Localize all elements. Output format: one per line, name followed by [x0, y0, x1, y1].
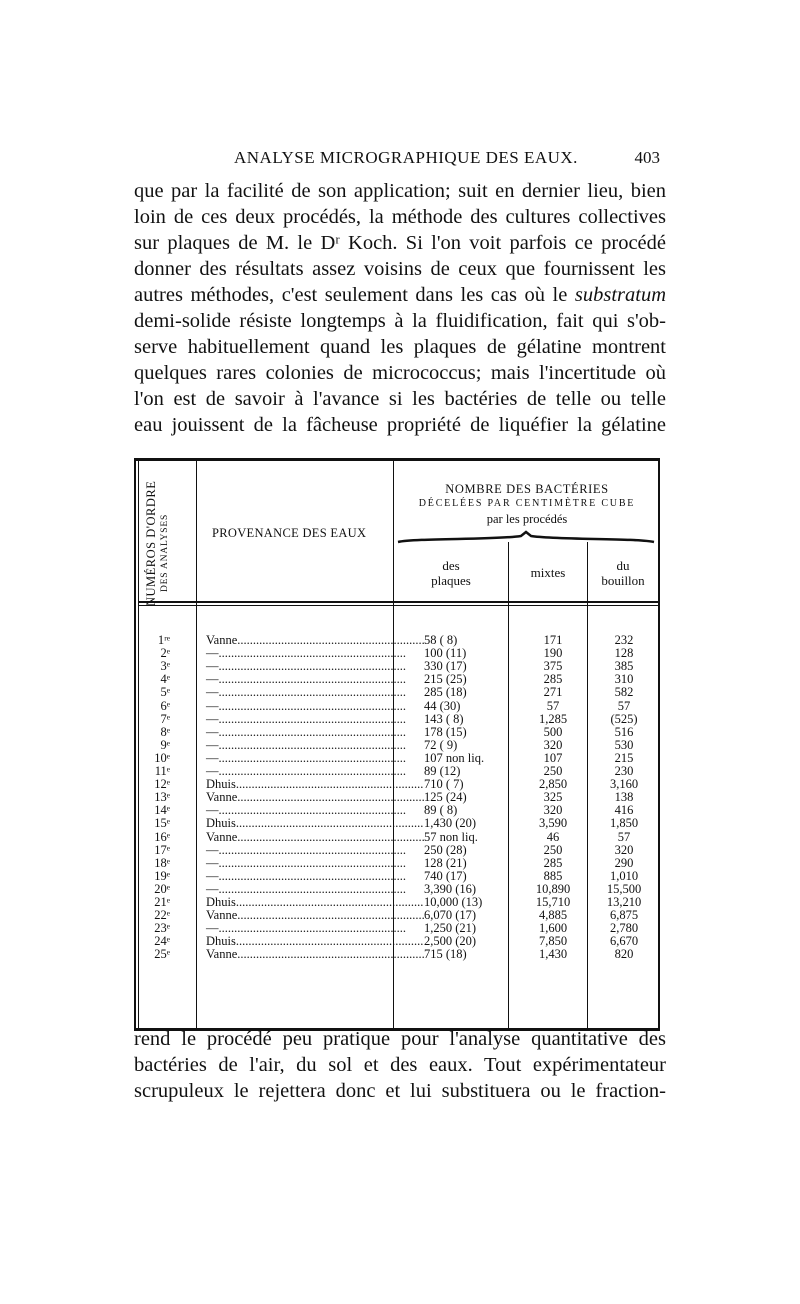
cell-number: 5ᵉ	[160, 685, 170, 700]
cell-mixtes: 3,590	[538, 816, 568, 831]
table-row	[134, 791, 660, 803]
text-line: l'on est de savoir à l'avance si les bactéries de telle ou telle	[134, 388, 666, 410]
cell-number: 24ᵉ	[154, 934, 170, 949]
cell-provenance	[206, 790, 425, 805]
col-num-header	[142, 468, 182, 608]
table-row	[134, 739, 660, 751]
cell-bouillon: 128	[614, 646, 634, 661]
text-line: rend le procédé peu pratique pour l'analyse quantitative des	[134, 1028, 666, 1050]
group-header-line2: DÉCELÉES PAR CENTIMÈTRE CUBE	[418, 498, 636, 509]
cell-number: 12ᵉ	[154, 777, 170, 792]
cell-number: 10ᵉ	[154, 750, 170, 765]
cell-plaques: 250 (28)	[424, 842, 467, 857]
provenance-value: —	[206, 672, 219, 687]
cell-number: 25ᵉ	[154, 947, 170, 962]
cell-provenance	[206, 881, 406, 896]
cell-plaques: 10,000 (13)	[424, 895, 483, 909]
leader-dots: ............................................................	[218, 659, 406, 674]
cell-number: 20ᵉ	[154, 881, 170, 896]
cell-number: 4ᵉ	[160, 672, 170, 687]
cell-mixtes: 325	[543, 790, 563, 805]
cell-bouillon: 2,780	[609, 921, 639, 936]
cell-bouillon: 385	[614, 659, 634, 674]
leader-dots: ............................................................	[218, 842, 406, 857]
cell-mixtes: 190	[543, 646, 563, 661]
cell-bouillon: 320	[614, 842, 634, 857]
cell-plaques: 330 (17)	[424, 659, 467, 674]
table-row	[134, 857, 660, 869]
cell-provenance	[206, 764, 406, 778]
table-top-rule	[134, 458, 660, 461]
cell-bouillon: 6,670	[609, 934, 639, 949]
cell-plaques: 3,390 (16)	[424, 881, 477, 896]
col-plaques-header	[394, 558, 508, 588]
cell-plaques: 58 ( 8)	[424, 633, 458, 647]
provenance-value: —	[206, 868, 219, 883]
cell-plaques: 89 (12)	[424, 764, 461, 778]
provenance-value: —	[206, 881, 219, 896]
cell-number: 13ᵉ	[154, 790, 170, 805]
cell-mixtes: 500	[543, 724, 563, 739]
table-row	[134, 844, 660, 856]
provenance-value: Vanne	[206, 790, 238, 805]
col-num-header-line2: DES ANALYSES	[160, 513, 170, 592]
header-rule-2	[139, 605, 658, 606]
cell-number: 1ʳᵉ	[157, 633, 170, 647]
cell-plaques: 72 ( 9)	[424, 737, 458, 752]
cell-plaques: 715 (18)	[424, 947, 467, 962]
provenance-value: —	[206, 842, 219, 857]
cell-number: 9ᵉ	[160, 737, 170, 752]
leader-dots: ............................................................	[218, 750, 406, 765]
table-row	[134, 804, 660, 816]
table-row	[134, 948, 660, 960]
col-plaques-header-line1: des	[442, 558, 460, 573]
cell-bouillon: 57	[617, 829, 631, 844]
provenance-value: Dhuis	[206, 777, 236, 792]
cell-mixtes: 885	[543, 868, 563, 883]
italic-word: substratum	[574, 284, 667, 306]
cell-number: 2ᵉ	[160, 646, 170, 661]
leader-dots: ............................................................	[218, 764, 406, 778]
group-header-line3: par les procédés	[486, 512, 568, 526]
provenance-value: Vanne	[206, 829, 238, 844]
leader-dots: ............................................................	[235, 777, 424, 792]
cell-mixtes: 320	[543, 737, 563, 752]
cell-bouillon: 582	[614, 685, 634, 700]
provenance-value: Vanne	[206, 947, 238, 962]
text-line: bactéries de l'air, du sol et des eaux. Tout expérimentateur	[134, 1054, 666, 1076]
cell-number: 8ᵉ	[160, 724, 170, 739]
leader-dots: ............................................................	[235, 934, 424, 949]
cell-provenance	[206, 711, 406, 726]
cell-provenance	[206, 829, 425, 844]
cell-bouillon: (525)	[610, 711, 638, 726]
cell-number: 19ᵉ	[154, 868, 170, 883]
leader-dots: ............................................................	[237, 829, 425, 844]
table-row	[134, 896, 660, 908]
cell-bouillon: 416	[614, 803, 634, 818]
cell-number: 18ᵉ	[154, 855, 170, 870]
cell-mixtes: 1,430	[538, 947, 568, 962]
leader-dots: ............................................................	[218, 724, 406, 739]
table-row	[134, 935, 660, 947]
cell-provenance	[206, 659, 406, 674]
text-segment: autres méthodes, c'est seulement dans les cas où le	[134, 284, 568, 306]
text-line: loin de ces deux procédés, la méthode des cultures collectives	[134, 206, 666, 228]
text-line: quelques rares colonies de micrococcus; mais l'incertitude où	[134, 362, 666, 384]
leader-dots: ............................................................	[237, 633, 425, 647]
cell-plaques: 285 (18)	[424, 685, 467, 700]
cell-plaques: 6,070 (17)	[424, 908, 477, 923]
cell-number: 23ᵉ	[154, 921, 170, 936]
cell-mixtes: 271	[543, 685, 563, 700]
leader-dots: ............................................................	[218, 921, 406, 936]
leader-dots: ............................................................	[218, 803, 406, 818]
cell-mixtes: 320	[543, 803, 563, 818]
provenance-value: Vanne	[206, 908, 238, 923]
table-row	[134, 752, 660, 764]
table-row	[134, 673, 660, 685]
cell-provenance	[206, 672, 406, 687]
cell-plaques: 89 ( 8)	[424, 803, 458, 818]
leader-dots: ............................................................	[237, 790, 425, 805]
leader-dots: ............................................................	[218, 711, 406, 726]
provenance-value: —	[206, 750, 219, 765]
cell-mixtes: 250	[543, 764, 563, 778]
paragraph-bottom	[134, 1026, 666, 1104]
provenance-value: —	[206, 711, 219, 726]
cell-bouillon: 57	[617, 698, 631, 713]
cell-provenance	[206, 921, 406, 936]
text-line	[134, 282, 666, 308]
leader-dots: ............................................................	[218, 672, 406, 687]
cell-mixtes: 171	[543, 633, 563, 647]
leader-dots: ............................................................	[237, 908, 425, 923]
table-row	[134, 726, 660, 738]
cell-bouillon: 232	[614, 633, 634, 647]
table-row	[134, 778, 660, 790]
cell-bouillon: 13,210	[606, 895, 642, 909]
cell-provenance	[206, 934, 424, 949]
col-plaques-header-line2: plaques	[431, 573, 471, 588]
cell-bouillon: 138	[614, 790, 634, 805]
cell-provenance	[206, 685, 406, 700]
cell-mixtes: 7,850	[538, 934, 568, 949]
cell-mixtes: 107	[543, 750, 563, 765]
cell-bouillon: 15,500	[606, 881, 642, 896]
cell-plaques: 128 (21)	[424, 855, 467, 870]
cell-bouillon: 820	[614, 947, 634, 962]
cell-plaques: 710 ( 7)	[424, 777, 464, 792]
cell-provenance	[206, 947, 425, 962]
provenance-value: —	[206, 724, 219, 739]
cell-mixtes: 285	[543, 672, 563, 687]
table-row	[134, 883, 660, 895]
col-bouillon-header-line2: bouillon	[601, 573, 645, 588]
cell-mixtes: 250	[543, 842, 563, 857]
brace-icon	[396, 532, 656, 544]
provenance-value: —	[206, 685, 219, 700]
provenance-value: —	[206, 764, 219, 778]
col-bouillon-header	[588, 558, 658, 588]
cell-bouillon: 310	[614, 672, 634, 687]
cell-provenance	[206, 908, 425, 923]
provenance-value: —	[206, 921, 219, 936]
cell-bouillon: 6,875	[609, 908, 639, 923]
leader-dots: ............................................................	[218, 855, 406, 870]
cell-mixtes: 10,890	[535, 881, 571, 896]
cell-plaques: 57 non liq.	[424, 829, 478, 844]
table-row	[134, 831, 660, 843]
cell-bouillon: 1,010	[609, 868, 639, 883]
cell-provenance	[206, 842, 406, 857]
leader-dots: ............................................................	[235, 816, 424, 831]
cell-provenance	[206, 895, 424, 909]
leader-dots: ............................................................	[237, 947, 425, 962]
cell-plaques: 2,500 (20)	[424, 934, 477, 949]
bacteria-table	[134, 458, 660, 1032]
cell-number: 7ᵉ	[160, 711, 170, 726]
cell-number: 14ᵉ	[154, 803, 170, 818]
cell-provenance	[206, 750, 406, 765]
cell-bouillon: 516	[614, 724, 634, 739]
cell-plaques: 125 (24)	[424, 790, 467, 805]
text-line: donner des résultats assez voisins de ceux que fournissent les	[134, 258, 666, 280]
leader-dots: ............................................................	[218, 868, 406, 883]
running-header	[134, 148, 666, 172]
table-row	[134, 909, 660, 921]
provenance-value: —	[206, 659, 219, 674]
cell-mixtes: 46	[546, 829, 560, 844]
text-line: serve habituellement quand les plaques de gélatine montrent	[134, 336, 666, 358]
table-row	[134, 700, 660, 712]
cell-plaques: 1,250 (21)	[424, 921, 477, 936]
col-mixtes-header	[509, 565, 587, 580]
cell-number: 21ᵉ	[154, 895, 170, 909]
cell-mixtes: 1,285	[538, 711, 568, 726]
leader-dots: ............................................................	[218, 737, 406, 752]
col-bouillon-header-line1: du	[616, 558, 630, 573]
table-row	[134, 922, 660, 934]
cell-provenance	[206, 698, 406, 713]
cell-provenance	[206, 724, 406, 739]
text-line: que par la facilité de son application; suit en dernier lieu, bien	[134, 180, 666, 202]
leader-dots: ............................................................	[218, 646, 406, 661]
leader-dots: ............................................................	[218, 698, 406, 713]
cell-plaques: 215 (25)	[424, 672, 467, 687]
cell-bouillon: 290	[614, 855, 634, 870]
cell-mixtes: 4,885	[538, 908, 568, 923]
cell-provenance	[206, 777, 424, 792]
table-row	[134, 765, 660, 777]
table-row	[134, 713, 660, 725]
cell-mixtes: 375	[543, 659, 563, 674]
col-num-header-line1: NUMÉROS D'ORDRE	[144, 480, 158, 606]
provenance-value: Dhuis	[206, 934, 236, 949]
cell-plaques: 107 non liq.	[424, 750, 485, 765]
cell-number: 22ᵉ	[154, 908, 170, 923]
cell-provenance	[206, 737, 406, 752]
cell-provenance	[206, 633, 425, 647]
cell-number: 17ᵉ	[154, 842, 170, 857]
group-header-line1: NOMBRE DES BACTÉRIES	[445, 482, 609, 496]
cell-mixtes: 2,850	[538, 777, 568, 792]
provenance-value: —	[206, 646, 219, 661]
leader-dots: ............................................................	[218, 881, 406, 896]
text-line: eau jouissent de la fâcheuse propriété de liquéfier la gélatine	[134, 414, 666, 436]
provenance-value: —	[206, 803, 219, 818]
cell-mixtes: 285	[543, 855, 563, 870]
cell-plaques: 100 (11)	[424, 646, 467, 661]
provenance-value: Dhuis	[206, 816, 236, 831]
cell-plaques: 178 (15)	[424, 724, 467, 739]
provenance-value: Dhuis	[206, 895, 236, 909]
provenance-value: Vanne	[206, 633, 238, 647]
cell-provenance	[206, 816, 424, 831]
cell-bouillon: 530	[614, 737, 634, 752]
cell-plaques: 1,430 (20)	[424, 816, 477, 831]
text-line: sur plaques de M. le Dʳ Koch. Si l'on voit parfois ce procédé	[134, 232, 666, 254]
cell-provenance	[206, 868, 406, 883]
leader-dots: ............................................................	[235, 895, 424, 909]
page-number: 403	[634, 148, 660, 167]
cell-provenance	[206, 855, 406, 870]
provenance-value: —	[206, 698, 219, 713]
cell-mixtes: 1,600	[538, 921, 568, 936]
running-title: ANALYSE MICROGRAPHIQUE DES EAUX.	[234, 148, 578, 167]
cell-bouillon: 215	[614, 750, 634, 765]
cell-number: 11ᵉ	[154, 764, 170, 778]
cell-plaques: 143 ( 8)	[424, 711, 464, 726]
table-row	[134, 686, 660, 698]
table-row	[134, 870, 660, 882]
cell-number: 6ᵉ	[160, 698, 170, 713]
cell-number: 15ᵉ	[154, 816, 170, 831]
cell-bouillon: 3,160	[609, 777, 639, 792]
cell-provenance	[206, 646, 406, 661]
header-rule	[139, 601, 658, 603]
table-row	[134, 660, 660, 672]
cell-provenance	[206, 803, 406, 818]
cell-mixtes: 15,710	[535, 895, 571, 909]
cell-bouillon: 230	[614, 764, 634, 778]
col-prov-header: PROVENANCE DES EAUX	[212, 526, 367, 540]
provenance-value: —	[206, 855, 219, 870]
cell-plaques: 44 (30)	[424, 698, 461, 713]
cell-number: 16ᵉ	[154, 829, 170, 844]
cell-number: 3ᵉ	[160, 659, 170, 674]
cell-bouillon: 1,850	[609, 816, 639, 831]
provenance-value: —	[206, 737, 219, 752]
table-row	[134, 647, 660, 659]
table-row	[134, 634, 660, 646]
table-row	[134, 817, 660, 829]
cell-plaques: 740 (17)	[424, 868, 467, 883]
text-line: scrupuleux le rejettera donc et lui substituera ou le fraction-	[134, 1080, 666, 1102]
paragraph-top	[134, 178, 666, 438]
col-mixtes-header-line1: mixtes	[530, 565, 566, 580]
leader-dots: ............................................................	[218, 685, 406, 700]
cell-mixtes: 57	[546, 698, 560, 713]
text-line: demi-solide résiste longtemps à la fluidification, fait qui s'ob-	[134, 310, 666, 332]
